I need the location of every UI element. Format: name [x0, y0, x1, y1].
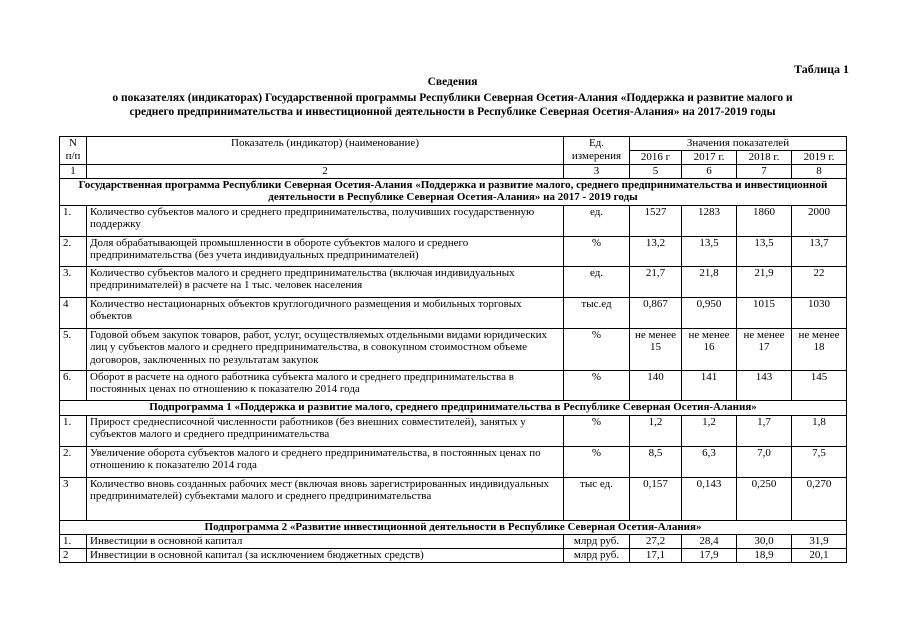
- table-row: [60, 205, 847, 236]
- value-cell: не менее 15: [630, 328, 682, 370]
- table-row: [60, 328, 847, 370]
- row-number: 3: [60, 477, 87, 520]
- table-row: [60, 266, 847, 297]
- value-cell: 7,0: [737, 446, 792, 477]
- table-row: [60, 297, 847, 328]
- row-number: 1.: [60, 534, 87, 548]
- value-cell: не менее 17: [737, 328, 792, 370]
- row-number: 4: [60, 297, 87, 328]
- header-year: 2018 г.: [737, 151, 792, 165]
- indicator-name: Доля обрабатывающей промышленности в обороте субъектов малого и среднего предпринимательства (без учета индивидуальных предпринимателей): [87, 236, 564, 266]
- table-row: [60, 534, 847, 548]
- value-cell: 28,4: [682, 534, 737, 548]
- value-cell: 0,157: [630, 477, 682, 520]
- table-row: [60, 477, 847, 520]
- value-cell: 1860: [737, 205, 792, 236]
- header-year: 2017 г.: [682, 151, 737, 165]
- document-subtitle-line-1: о показателях (индикаторах) Государственной программы Республики Северная Осетия-Алания «Поддержка и развитие малого и: [112, 92, 793, 104]
- header-year: 2016 г: [630, 151, 682, 165]
- row-number: 2.: [60, 236, 87, 266]
- indicator-name: Инвестиции в основной капитал: [87, 534, 564, 548]
- value-cell: 13,5: [737, 236, 792, 266]
- table-number: Таблица 1: [794, 62, 849, 76]
- value-cell: не менее 18: [792, 328, 847, 370]
- value-cell: 0,270: [792, 477, 847, 520]
- unit-cell: млрд руб.: [564, 534, 630, 548]
- column-number: 8: [792, 165, 847, 179]
- column-number: 5: [630, 165, 682, 179]
- column-number: 3: [564, 165, 630, 179]
- unit-cell: ед.: [564, 205, 630, 236]
- value-cell: 1283: [682, 205, 737, 236]
- header-indicator: Показатель (индикатор) (наименование): [87, 137, 564, 165]
- value-cell: 31,9: [792, 534, 847, 548]
- unit-cell: ед.: [564, 266, 630, 297]
- row-number: 1.: [60, 205, 87, 236]
- row-number: 1.: [60, 415, 87, 446]
- value-cell: 1,7: [737, 415, 792, 446]
- section-title: Подпрограмма 2 «Развитие инвестиционной деятельности в Республике Северная Осетия-Алания»: [60, 520, 847, 534]
- document-title: Сведения: [427, 76, 478, 88]
- value-cell: 0,143: [682, 477, 737, 520]
- header-row-1: [60, 137, 847, 151]
- section-title: Государственная программа Республики Северная Осетия-Алания «Поддержка и развитие малого, среднего предпринимательства и инвестиционной деятельности в Республике Северная Осетия-Алания» на 2017 - 2019 годы: [60, 178, 847, 205]
- table-row: [60, 548, 847, 562]
- header-number-label: N: [69, 137, 77, 149]
- value-cell: 20,1: [792, 548, 847, 562]
- value-cell: 13,7: [792, 236, 847, 266]
- indicators-table: [59, 136, 847, 563]
- indicator-name: Увеличение оборота субъектов малого и среднего предпринимательства, в постоянных ценах по отношению к показателю 2014 года: [87, 446, 564, 477]
- table-row: [60, 415, 847, 446]
- value-cell: 1030: [792, 297, 847, 328]
- value-cell: 1527: [630, 205, 682, 236]
- indicator-name: Количество нестационарных объектов круглогодичного размещения и мобильных торговых объектов: [87, 297, 564, 328]
- value-cell: 21,8: [682, 266, 737, 297]
- header-year: 2019 г.: [792, 151, 847, 165]
- value-cell: 140: [630, 370, 682, 400]
- column-number: 2: [87, 165, 564, 179]
- indicator-name: Прирост среднесписочной численности работников (без внешних совместителей), занятых у субъектов малого и среднего предпринимательства: [87, 415, 564, 446]
- value-cell: 145: [792, 370, 847, 400]
- column-number: 1: [60, 165, 87, 179]
- indicator-name: Оборот в расчете на одного работника субъекта малого и среднего предпринимательства в постоянных ценах по отношению к показателю 2014 года: [87, 370, 564, 400]
- value-cell: 1,2: [682, 415, 737, 446]
- value-cell: 21,7: [630, 266, 682, 297]
- header-unit-cell: [564, 137, 630, 165]
- header-unit-sublabel: измерения: [571, 149, 622, 162]
- value-cell: 22: [792, 266, 847, 297]
- section-header-row: [60, 178, 847, 205]
- value-cell: 143: [737, 370, 792, 400]
- table-row: [60, 370, 847, 400]
- header-values: Значения показателей: [630, 137, 847, 151]
- row-number: 5.: [60, 328, 87, 370]
- unit-cell: %: [564, 446, 630, 477]
- value-cell: 2000: [792, 205, 847, 236]
- indicator-name: Количество вновь созданных рабочих мест (включая вновь зарегистрированных индивидуальных предпринимателей) субъектами малого и среднего предпринимательства: [87, 477, 564, 520]
- value-cell: 8,5: [630, 446, 682, 477]
- section-header-row: [60, 520, 847, 534]
- table-row: [60, 236, 847, 266]
- value-cell: 0,867: [630, 297, 682, 328]
- unit-cell: %: [564, 328, 630, 370]
- value-cell: 0,950: [682, 297, 737, 328]
- row-number: 6.: [60, 370, 87, 400]
- unit-cell: %: [564, 370, 630, 400]
- value-cell: 13,5: [682, 236, 737, 266]
- header-number-cell: [60, 137, 87, 165]
- column-numbers-row: [60, 165, 847, 179]
- column-number: 6: [682, 165, 737, 179]
- header-number-sublabel: п/п: [65, 149, 81, 162]
- value-cell: 17,1: [630, 548, 682, 562]
- section-header-row: [60, 400, 847, 415]
- value-cell: не менее 16: [682, 328, 737, 370]
- value-cell: 1,8: [792, 415, 847, 446]
- unit-cell: тыс ед.: [564, 477, 630, 520]
- column-number: 7: [737, 165, 792, 179]
- indicator-name: Инвестиции в основной капитал (за исключением бюджетных средств): [87, 548, 564, 562]
- value-cell: 141: [682, 370, 737, 400]
- indicator-name: Количество субъектов малого и среднего предпринимательства, получивших государственную поддержку: [87, 205, 564, 236]
- value-cell: 30,0: [737, 534, 792, 548]
- value-cell: 27,2: [630, 534, 682, 548]
- document-subtitle-line-2: среднего предпринимательства и инвестиционной деятельности в Республике Северная Осетия-Алания» на 2017-2019 годы: [129, 106, 776, 118]
- header-unit-label: Ед.: [588, 137, 605, 149]
- row-number: 2.: [60, 446, 87, 477]
- value-cell: 7,5: [792, 446, 847, 477]
- indicator-name: Годовой объем закупок товаров, работ, услуг, осуществляемых отдельными видами юридических лиц у субъектов малого и среднего предпринимательства, в совокупном стоимостном объеме договоров, заключенных по результатам закупок: [87, 328, 564, 370]
- value-cell: 0,250: [737, 477, 792, 520]
- value-cell: 13,2: [630, 236, 682, 266]
- value-cell: 18,9: [737, 548, 792, 562]
- value-cell: 6,3: [682, 446, 737, 477]
- unit-cell: млрд руб.: [564, 548, 630, 562]
- value-cell: 1015: [737, 297, 792, 328]
- row-number: 2: [60, 548, 87, 562]
- unit-cell: %: [564, 236, 630, 266]
- indicator-name: Количество субъектов малого и среднего предпринимательства (включая индивидуальных предпринимателей) в расчете на 1 тыс. человек населения: [87, 266, 564, 297]
- section-title: Подпрограмма 1 «Поддержка и развитие малого, среднего предпринимательства в Республике Северная Осетия-Алания»: [60, 400, 847, 415]
- table-row: [60, 446, 847, 477]
- value-cell: 21,9: [737, 266, 792, 297]
- unit-cell: %: [564, 415, 630, 446]
- unit-cell: тыс.ед: [564, 297, 630, 328]
- row-number: 3.: [60, 266, 87, 297]
- value-cell: 1,2: [630, 415, 682, 446]
- value-cell: 17,9: [682, 548, 737, 562]
